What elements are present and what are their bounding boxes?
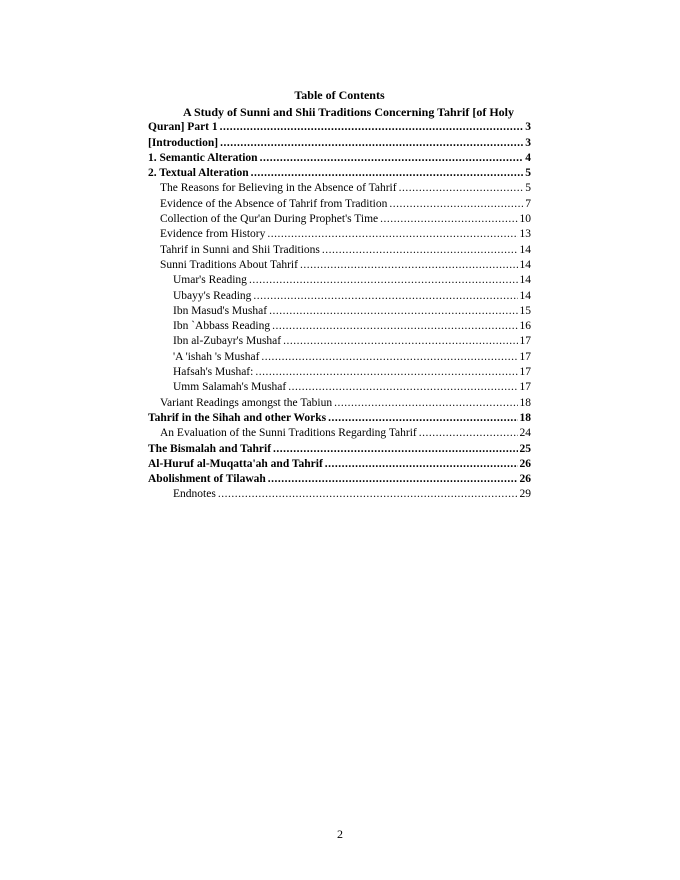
dot-leader	[325, 457, 518, 472]
toc-entry-label: Al-Huruf al-Muqatta'ah and Tahrif	[148, 457, 323, 470]
toc-entry[interactable]	[148, 243, 531, 258]
dot-leader	[255, 365, 517, 380]
toc-entry[interactable]	[148, 136, 531, 151]
toc-entry-label: 1. Semantic Alteration	[148, 151, 258, 164]
toc-entry-page: 16	[519, 320, 531, 333]
toc-entry[interactable]	[148, 487, 531, 502]
toc-entry-label: Ibn `Abbass Reading	[173, 320, 271, 333]
toc-entry-page: 18	[519, 411, 531, 424]
toc-entry-page: 17	[519, 366, 531, 379]
dot-leader	[399, 181, 524, 196]
dot-leader	[260, 151, 524, 166]
toc-entry[interactable]	[148, 166, 531, 181]
toc-entry-label: The Bismalah and Tahrif	[148, 442, 272, 455]
toc-entry-page: 26	[519, 457, 531, 470]
toc-entry-label: The Reasons for Believing in the Absence of Tahrif	[160, 182, 397, 195]
dot-leader	[269, 304, 517, 319]
toc-entry-label: Umm Salamah's Mushaf	[173, 381, 287, 394]
toc-entry-page: 17	[519, 335, 531, 348]
toc-entry[interactable]	[148, 151, 531, 166]
toc-entry-page: 14	[519, 274, 531, 287]
toc-entry[interactable]	[148, 181, 531, 196]
toc-entry-label: Abolishment of Tilawah	[148, 473, 266, 486]
toc-entry-label: Variant Readings amongst the Tabiun	[160, 396, 333, 409]
toc-entry[interactable]	[148, 197, 531, 212]
dot-leader	[328, 411, 517, 426]
dot-leader	[267, 227, 517, 242]
toc-entry-page: 3	[525, 136, 531, 149]
toc-entry-page: 17	[519, 381, 531, 394]
toc-entry-label: 'A 'ishah 's Mushaf	[173, 350, 260, 363]
toc-entry-page: 10	[519, 213, 531, 226]
dot-leader	[218, 487, 518, 502]
dot-leader	[261, 350, 517, 365]
toc-entry[interactable]	[148, 350, 531, 365]
toc-entry-label: Evidence from History	[160, 228, 266, 241]
toc-entry-label: Evidence of the Absence of Tahrif from Tradition	[160, 197, 388, 210]
toc-entry[interactable]	[148, 396, 531, 411]
toc-entry-label: Tahrif in the Sihah and other Works	[148, 411, 327, 424]
toc-entry-page: 4	[525, 151, 531, 164]
toc-entry[interactable]	[148, 319, 531, 334]
toc-entry-page: 17	[519, 350, 531, 363]
toc-entry-label: Sunni Traditions About Tahrif	[160, 258, 298, 271]
dot-leader	[220, 120, 524, 135]
toc-entry-label: Endnotes	[173, 488, 216, 501]
toc-entry-page: 14	[519, 289, 531, 302]
dot-leader	[300, 258, 518, 273]
toc-entry-label: Umar's Reading	[173, 274, 247, 287]
toc-entry-page: 18	[519, 396, 531, 409]
toc-title: Table of Contents	[294, 88, 385, 102]
toc-entry-line1: A Study of Sunni and Shii Traditions Concerning Tahrif [of Holy	[183, 105, 514, 119]
dot-leader	[288, 380, 517, 395]
toc-entry[interactable]	[148, 289, 531, 304]
dot-leader	[272, 319, 517, 334]
toc-entry-label: Collection of the Qur'an During Prophet's Time	[160, 213, 379, 226]
dot-leader	[268, 472, 518, 487]
toc-entry[interactable]	[148, 304, 531, 319]
toc-entry[interactable]	[148, 120, 531, 135]
toc-entry-page: 25	[519, 442, 531, 455]
toc-entry-label: Tahrif in Sunni and Shii Traditions	[160, 243, 320, 256]
toc-entry-page: 13	[519, 228, 531, 241]
toc-entry-page: 7	[525, 197, 531, 210]
toc-entry[interactable]	[148, 227, 531, 242]
toc-entry[interactable]	[148, 411, 531, 426]
toc-entry-page: 5	[525, 167, 531, 180]
toc-entry[interactable]	[148, 472, 531, 487]
dot-leader	[251, 166, 524, 181]
toc-entry-page: 15	[519, 304, 531, 317]
dot-leader	[220, 136, 523, 151]
table-of-contents	[148, 88, 531, 503]
toc-entry-label: Hafsah's Mushaf:	[173, 366, 254, 379]
toc-entry[interactable]	[148, 334, 531, 349]
dot-leader	[389, 197, 523, 212]
toc-entry-label: 2. Textual Alteration	[148, 167, 249, 180]
toc-entry-page: 26	[519, 473, 531, 486]
toc-entry[interactable]	[148, 457, 531, 472]
dot-leader	[322, 243, 518, 258]
toc-entry-page: 3	[525, 121, 531, 134]
toc-entry-page: 29	[519, 488, 531, 501]
toc-entry-page: 14	[519, 258, 531, 271]
dot-leader	[283, 334, 517, 349]
dot-leader	[334, 396, 517, 411]
toc-entry[interactable]	[148, 426, 531, 441]
dot-leader	[273, 442, 517, 457]
toc-entry-label: Quran] Part 1	[148, 121, 218, 134]
toc-entry[interactable]	[148, 380, 531, 395]
page-number: 2	[337, 827, 343, 841]
toc-entry[interactable]	[148, 442, 531, 457]
toc-entry-label: Ibn Masud's Mushaf	[173, 304, 268, 317]
dot-leader	[380, 212, 517, 227]
toc-entry-label: [Introduction]	[148, 136, 219, 149]
dot-leader	[253, 289, 517, 304]
toc-entry[interactable]	[148, 365, 531, 380]
toc-entry-label: Ibn al-Zubayr's Mushaf	[173, 335, 282, 348]
dot-leader	[249, 273, 518, 288]
toc-entry-page: 14	[519, 243, 531, 256]
toc-entry-page: 24	[519, 427, 531, 440]
toc-entry-label: An Evaluation of the Sunni Traditions Regarding Tahrif	[160, 427, 417, 440]
toc-entry-label: Ubayy's Reading	[173, 289, 252, 302]
dot-leader	[419, 426, 518, 441]
toc-entry[interactable]	[148, 273, 531, 288]
toc-entry-page: 5	[525, 182, 531, 195]
toc-entry[interactable]	[148, 212, 531, 227]
toc-entry[interactable]	[148, 258, 531, 273]
